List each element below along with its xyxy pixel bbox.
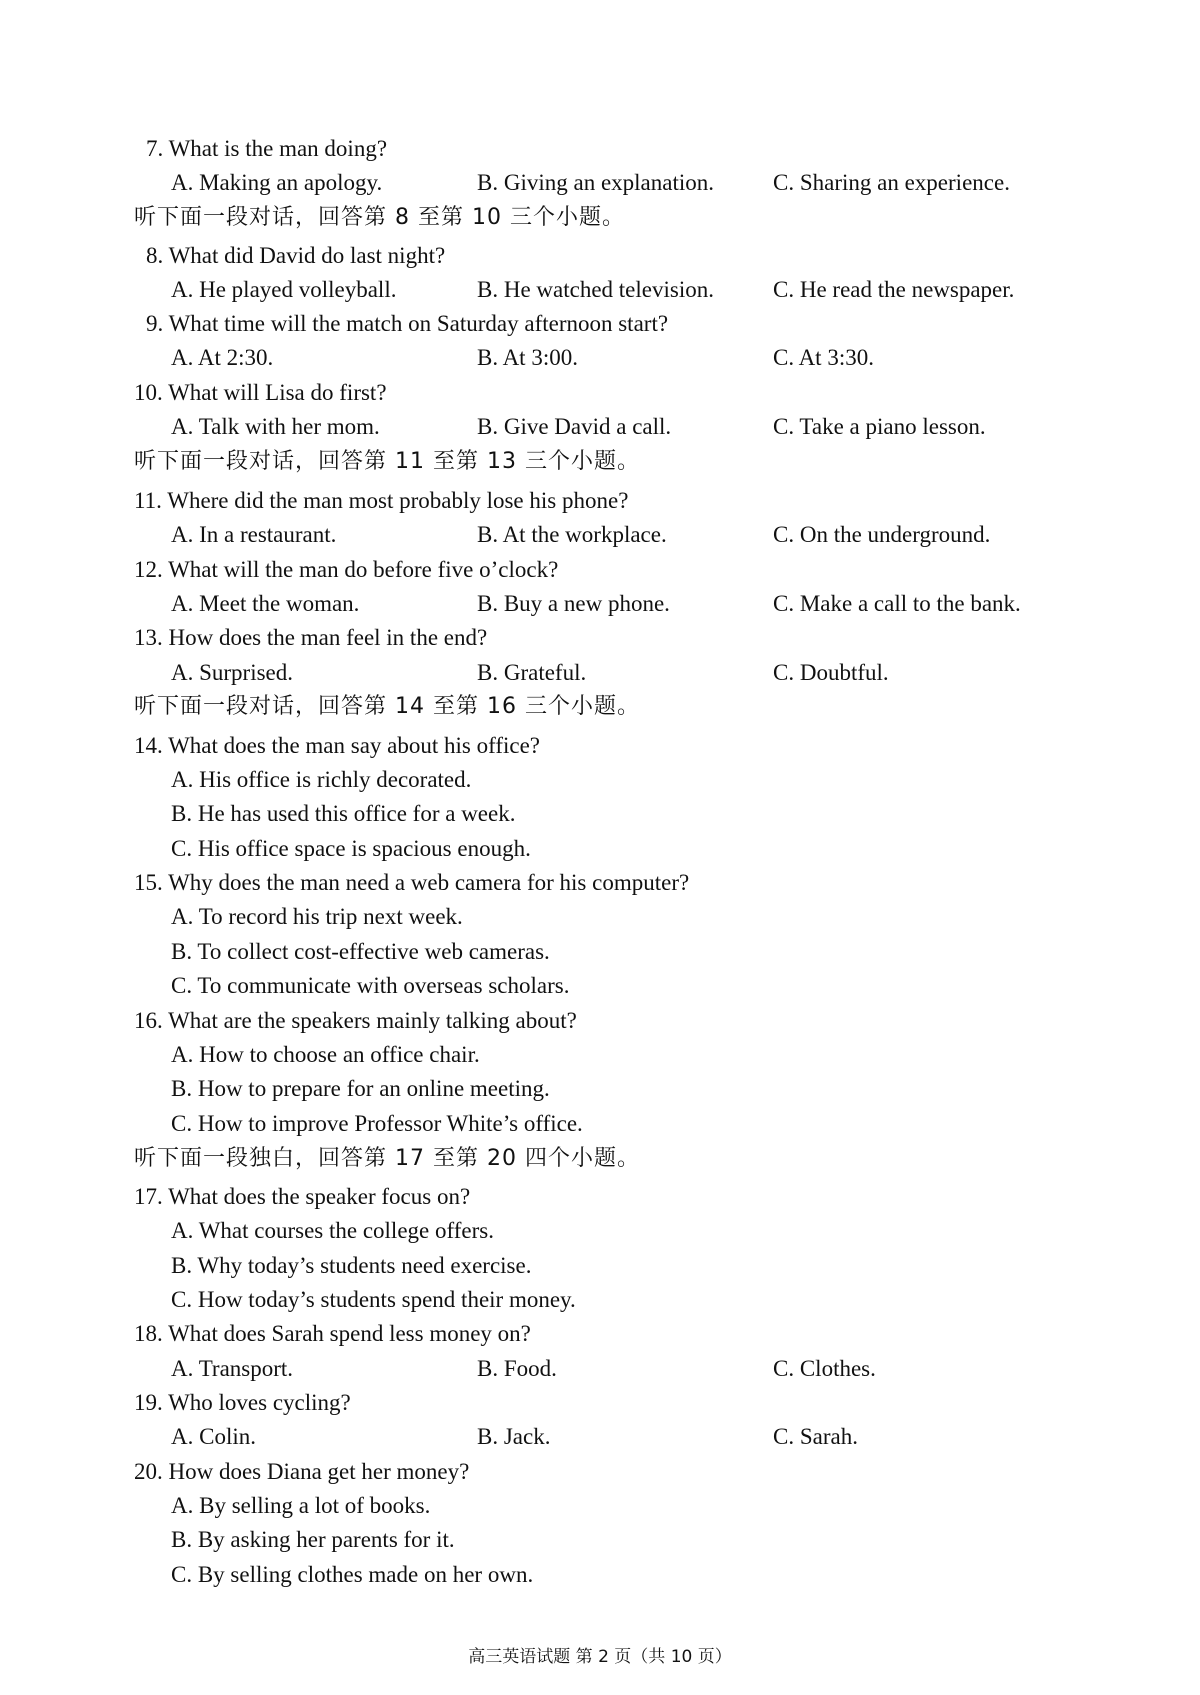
- q13-option-a: A. Surprised.: [171, 660, 294, 685]
- question-19: 19. Who loves cycling?: [134, 1390, 351, 1415]
- q19-option-a: A. Colin.: [171, 1424, 256, 1449]
- q16-option-c: C. How to improve Professor White’s office.: [171, 1111, 583, 1136]
- q19-option-b: B. Jack.: [477, 1424, 551, 1449]
- q17-option-b: B. Why today’s students need exercise.: [171, 1253, 532, 1278]
- q14-option-c: C. His office space is spacious enough.: [171, 836, 531, 861]
- q15-option-b: B. To collect cost-effective web cameras.: [171, 939, 550, 964]
- page-footer: 高三英语试题 第 2 页（共 10 页）: [468, 1647, 732, 1667]
- question-20: 20. How does Diana get her money?: [134, 1459, 470, 1484]
- q19-option-c: C. Sarah.: [773, 1424, 858, 1449]
- question-14: 14. What does the man say about his office?: [134, 733, 541, 758]
- q9-option-a: A. At 2:30.: [171, 345, 274, 370]
- q7-option-c: C. Sharing an experience.: [773, 170, 1010, 195]
- q11-option-b: B. At the workplace.: [477, 522, 667, 547]
- q11-option-a: A. In a restaurant.: [171, 522, 337, 547]
- section-instruction-14-16: 听下面一段对话，回答第 14 至第 16 三个小题。: [134, 694, 640, 719]
- q10-option-c: C. Take a piano lesson.: [773, 414, 986, 439]
- q8-option-b: B. He watched television.: [477, 277, 714, 302]
- question-8: 8. What did David do last night?: [146, 243, 446, 268]
- section-instruction-17-20: 听下面一段独白，回答第 17 至第 20 四个小题。: [134, 1146, 640, 1171]
- q16-option-a: A. How to choose an office chair.: [171, 1042, 480, 1067]
- q14-option-a: A. His office is richly decorated.: [171, 767, 472, 792]
- q11-option-c: C. On the underground.: [773, 522, 991, 547]
- q10-option-a: A. Talk with her mom.: [171, 414, 380, 439]
- q17-option-a: A. What courses the college offers.: [171, 1218, 494, 1243]
- q9-option-c: C. At 3:30.: [773, 345, 874, 370]
- section-instruction-11-13: 听下面一段对话，回答第 11 至第 13 三个小题。: [134, 449, 640, 474]
- section-instruction-8-10: 听下面一段对话，回答第 8 至第 10 三个小题。: [134, 205, 625, 230]
- question-18: 18. What does Sarah spend less money on?: [134, 1321, 531, 1346]
- q20-option-c: C. By selling clothes made on her own.: [171, 1562, 534, 1587]
- q7-option-a: A. Making an apology.: [171, 170, 383, 195]
- q14-option-b: B. He has used this office for a week.: [171, 801, 516, 826]
- q13-option-b: B. Grateful.: [477, 660, 587, 685]
- question-11: 11. Where did the man most probably lose his phone?: [134, 488, 629, 513]
- q12-option-c: C. Make a call to the bank.: [773, 591, 1021, 616]
- q10-option-b: B. Give David a call.: [477, 414, 672, 439]
- q12-option-a: A. Meet the woman.: [171, 591, 360, 616]
- q8-option-c: C. He read the newspaper.: [773, 277, 1015, 302]
- question-9: 9. What time will the match on Saturday afternoon start?: [146, 311, 669, 336]
- q18-option-c: C. Clothes.: [773, 1356, 876, 1381]
- q16-option-b: B. How to prepare for an online meeting.: [171, 1076, 550, 1101]
- q18-option-b: B. Food.: [477, 1356, 557, 1381]
- question-12: 12. What will the man do before five o’clock?: [134, 557, 559, 582]
- q8-option-a: A. He played volleyball.: [171, 277, 397, 302]
- q9-option-b: B. At 3:00.: [477, 345, 578, 370]
- question-15: 15. Why does the man need a web camera for his computer?: [134, 870, 690, 895]
- question-13: 13. How does the man feel in the end?: [134, 625, 488, 650]
- q18-option-a: A. Transport.: [171, 1356, 294, 1381]
- q20-option-a: A. By selling a lot of books.: [171, 1493, 431, 1518]
- question-16: 16. What are the speakers mainly talking about?: [134, 1008, 577, 1033]
- q12-option-b: B. Buy a new phone.: [477, 591, 670, 616]
- q13-option-c: C. Doubtful.: [773, 660, 889, 685]
- q15-option-a: A. To record his trip next week.: [171, 904, 463, 929]
- q15-option-c: C. To communicate with overseas scholars.: [171, 973, 570, 998]
- question-7: 7. What is the man doing?: [146, 136, 388, 161]
- q20-option-b: B. By asking her parents for it.: [171, 1527, 455, 1552]
- q17-option-c: C. How today’s students spend their money.: [171, 1287, 576, 1312]
- q7-option-b: B. Giving an explanation.: [477, 170, 714, 195]
- question-10: 10. What will Lisa do first?: [134, 380, 387, 405]
- question-17: 17. What does the speaker focus on?: [134, 1184, 471, 1209]
